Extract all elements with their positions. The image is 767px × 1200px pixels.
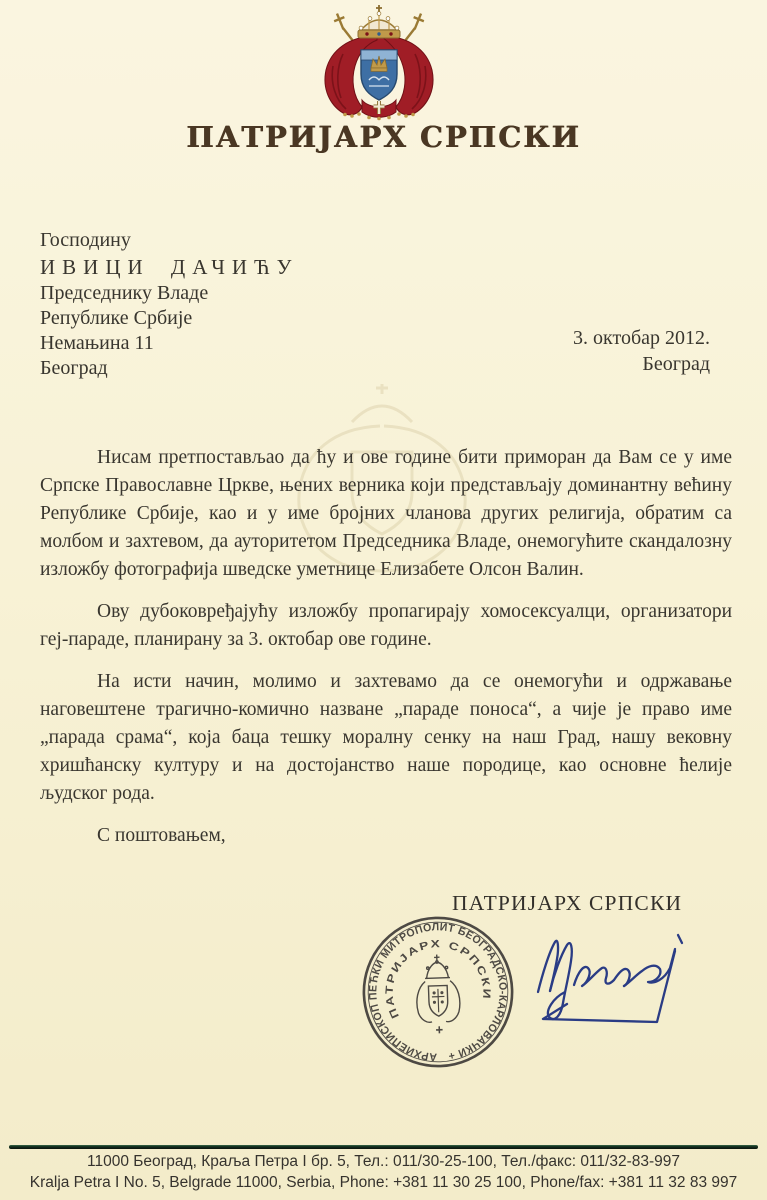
recipient-salutation: Господину: [40, 229, 131, 251]
letterhead-title: ПАТРИЈАРХ СРПСКИ: [186, 120, 581, 154]
letter-place: Београд: [642, 353, 710, 375]
recipient-street: Немањина 11: [40, 332, 154, 354]
stamp-inner-text: ПАТРИЈАРХ СРПСКИ: [383, 938, 493, 1021]
patriarchate-seal-stamp-icon: [357, 911, 518, 1072]
recipient-city: Београд: [40, 357, 108, 379]
stamp-center-crest-icon: [415, 954, 461, 1034]
crest-shield-icon: [361, 50, 397, 100]
recipient-institution: Републике Србије: [40, 307, 193, 329]
patriarchate-crest-icon: [299, 4, 459, 122]
crest-crown-icon: [358, 5, 400, 38]
stamp-outer-text: АРХИЕПИСКОП ПЕЋКИ МИТРОПОЛИТ БЕОГРАДСКО-КАРЛОВАЧКИ +: [367, 921, 509, 1063]
letter-body: [40, 444, 732, 864]
footer-divider-rule: [9, 1145, 758, 1149]
irinej-signature-icon: [528, 918, 696, 1040]
letter-date: 3. октобар 2012.: [573, 327, 710, 349]
footer-address-serbian: 11000 Београд, Краља Петра I бр. 5, Тел.: 011/30-25-100, Тел./факс: 011/32-83-997: [86, 1153, 680, 1170]
dateline-block: [573, 325, 710, 377]
paragraph-1: Нисам претпостављао да ћу и ове године бити приморан да Вам се у име Српске Православне Цркве, њених верника који представљају доминантну већину Републике Србије, као и у име бројних чланова других религија, обратим са молбом и захтевом, да ауторитетом Председника Владе, онемогућите скандалозну изложбу фотографија шведске уметнице Елизабете Олсон Валин.: [40, 447, 732, 580]
paragraph-2: Ову дубоковређајућу изложбу пропагирају хомосексуалци, организатори геј-параде, планирану за 3. октобар ове године.: [40, 601, 732, 650]
closing-salutation: С поштовањем,: [97, 825, 226, 846]
recipient-role: Председнику Владе: [40, 282, 209, 304]
recipient-block: [40, 228, 298, 381]
recipient-name: ИВИЦИ ДАЧИЋУ: [40, 255, 299, 279]
footer-address-english: Kralja Petra I No. 5, Belgrade 11000, Serbia, Phone: +381 11 30 25 100, Phone/fax: +381 11 32 83 997: [29, 1174, 738, 1191]
signer-title: ПАТРИЈАРХ СРПСКИ: [452, 891, 683, 915]
paragraph-3: На исти начин, молимо и захтевамо да се онемогући и одржавање наговештене трагично-комично назване „параде поноса“, а чије је право име „парада срама“, која баца тешку моралну сенку на наш Град, нашу вековну хришћанску културу и на достојанство наше породице, као основне ћелије људског рода.: [40, 671, 732, 804]
